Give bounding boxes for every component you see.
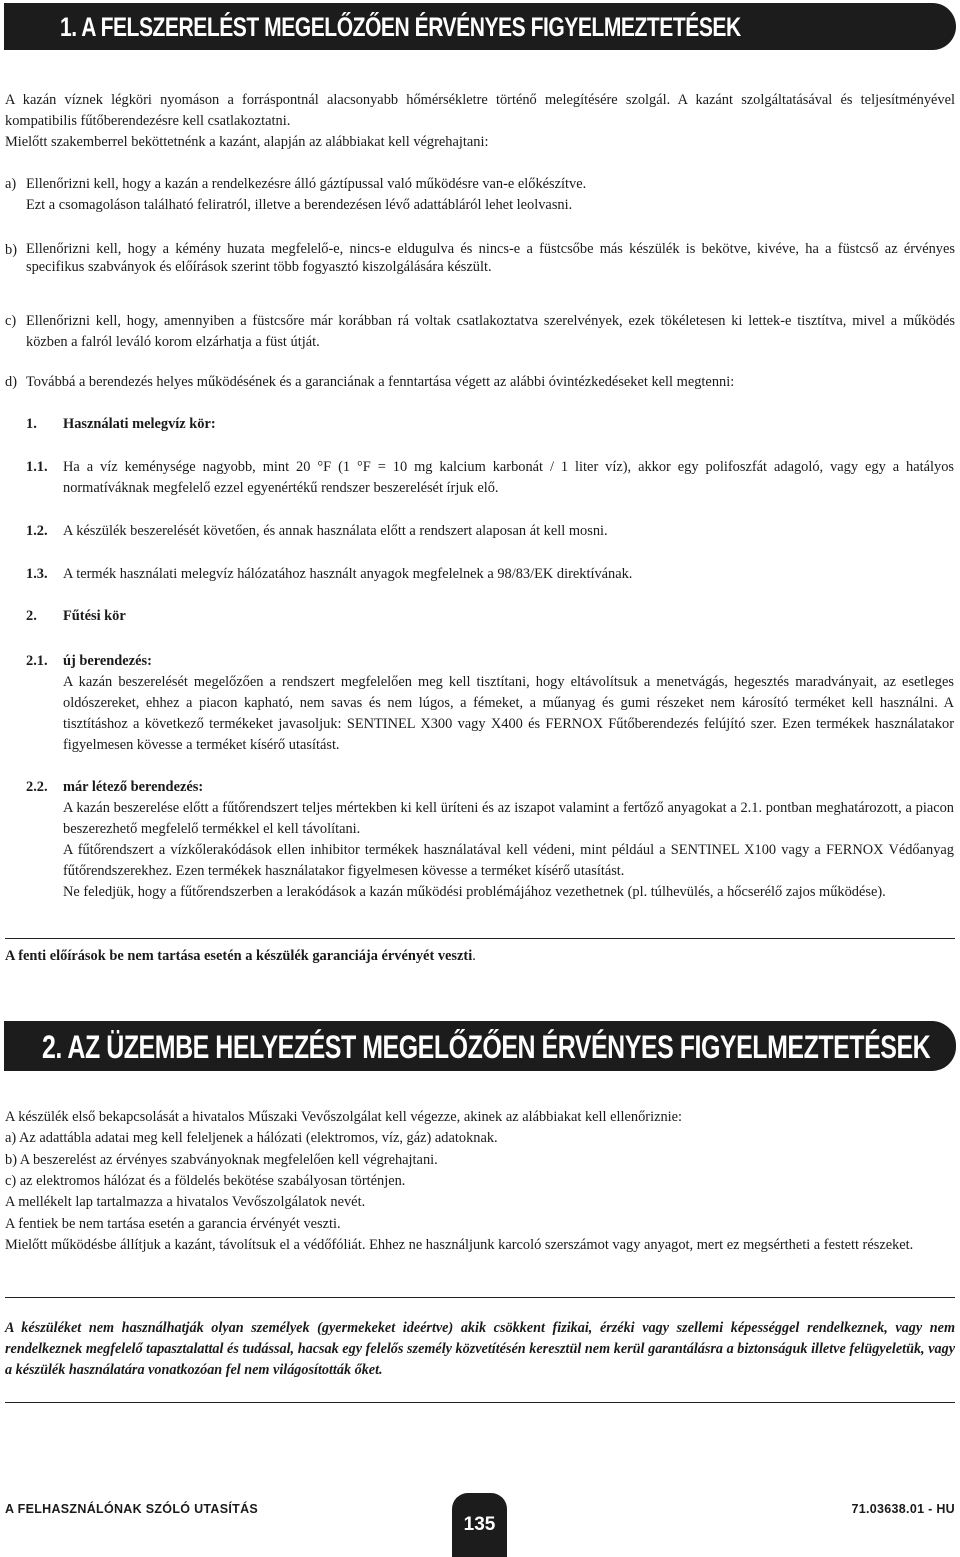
item-2-2-text-1: A kazán beszerelése előtt a fűtőrendszert teljes mértekben ki kell üríteni és az iszapot valamint a fertőző anyagokat a 2.1. pontban meghatározott, a piacon beszerezhető megfelelő termékkel el kell távolítani. [63, 800, 954, 837]
heading-1-text: Használati melegvíz kör: [63, 416, 216, 432]
intro-instruction: Mielőtt szakemberrel beköttetnénk a kazánt, alapján az alábbiakat kell végrehajtani: [5, 134, 489, 150]
item-d-text: Továbbá a berendezés helyes működésének és a garanciának a fenntartása végett az alábbi óvintézkedéseket kell megtenni: [26, 374, 735, 390]
warning-divider [5, 938, 955, 939]
section-2-line-3: b) A beszerelést az érvényes szabványoknak megfelelően kell végrehajtani. [5, 1152, 438, 1168]
item-2-2-text-2: A fűtőrendszert a vízkőlerakódások ellen inhibitor termékek használatával kell védeni, mint például a SENTINEL X100 vagy a FERNOX Védőanyag fűtőrendszerekhez. Ezen termékek használatakor figyelmesen kövesse a terméket kísérő utasítást. [63, 842, 954, 879]
item-1-1-number: 1.1. [26, 459, 48, 475]
item-2-1-number: 2.1. [26, 653, 48, 669]
section-2-line-1: A készülék első bekapcsolását a hivatalos Műszaki Vevőszolgálat kell végezze, akinek az alábbiakat kell ellenőriznie: [5, 1109, 683, 1125]
item-d-label: d) [5, 374, 17, 390]
heading-2-text: Fűtési kör [63, 608, 126, 624]
item-1-3-text: A termék használati melegvíz hálózatához használt anyagok megfelelnek a 98/83/EK direktívának. [63, 566, 633, 582]
item-2-2-heading: már létező berendezés: [63, 779, 204, 795]
item-1-1-text: Ha a víz keménysége nagyobb, mint 20 °F (1 °F = 10 mg kalcium karbonát / 1 liter víz), akkor egy polifoszfát adagoló, vagy egy a hatályos normatíváknak megfelelő ezzel egyenértékű rendszer beszerelését írjuk elő. [63, 459, 954, 496]
item-a-text-1: Ellenőrizni kell, hogy a kazán a rendelkezésre álló gáztípussal való működésre van-e előkészítve. [26, 176, 587, 192]
section-2-line-5: A mellékelt lap tartalmazza a hivatalos Vevőszolgálatok nevét. [5, 1194, 366, 1210]
safety-divider-top [5, 1297, 955, 1298]
item-1-2-number: 1.2. [26, 523, 48, 539]
item-c-text: Ellenőrizni kell, hogy, amennyiben a füstcsőre már korábban rá voltak csatlakoztatva szerelvények, ezek tökéletesen ki lettek-e tisztítva, mivel a működés közben a falról leváló korom elzárhatja a füst útját. [26, 313, 955, 350]
section-2-line-2: a) Az adattábla adatai meg kell feleljenek a hálózati (elektromos, víz, gáz) adatoknak. [5, 1130, 498, 1146]
item-a-label: a) [5, 176, 17, 192]
item-2-2-number: 2.2. [26, 779, 48, 795]
heading-2-number: 2. [26, 608, 37, 624]
section-1-banner [4, 3, 956, 50]
item-b-label: b) [5, 242, 17, 258]
item-b-text: Ellenőrizni kell, hogy a kémény huzata megfelelő-e, nincs-e eldugulva és nincs-e a füstcsőbe más készülék is bekötve, kivéve, ha a füstcső az érvényes specifikus szabványok és előírások szerint több fogyasztó kiszolgálására készült. [26, 241, 955, 275]
section-2-line-4: c) az elektromos hálózat és a földelés bekötése szabályosan történjen. [5, 1173, 406, 1189]
footer-document-code: 71.03638.01 - HU [851, 1502, 955, 1516]
heading-1-number: 1. [26, 416, 37, 432]
page-number: 135 [463, 1514, 496, 1535]
safety-note: A készüléket nem használhatják olyan személyek (gyermekeket ideértve) akik csökkent fizikai, érzéki vagy szellemi képességgel rendelkeznek, vagy nem rendelkeznek megfelelő tapasztalattal és tudással, hacsak egy felelős személy közvetítésén keresztül nem kerül garantálásra a biztonságuk illetve felügyeletük, vagy a készülék használatára vonatkozóan fel nem világosították őket. [5, 1320, 955, 1378]
warning-tail: . [472, 948, 476, 964]
item-2-1-text: A kazán beszerelését megelőzően a rendszert megfelelően meg kell tisztítani, hogy eltávolítsuk a menetvágás, hegesztés maradványait, az esetleges oldószereket, ehhez a piacon kapható, nem savas és nem lúgos, a fémeket, a műanyag és gumi részeket nem károsító terméket kell használni. A tisztításhoz a következő termékeket javasoljuk: SENTINEL X300 vagy X400 és FERNOX Fűtőberendezés felújító szer. Ezen termékek használatakor figyelmesen kövesse a terméket kísérő utasítást. [63, 674, 954, 753]
item-c-label: c) [5, 313, 17, 329]
item-1-2-text: A készülék beszerelését követően, és annak használata előtt a rendszert alaposan át kell mosni. [63, 523, 608, 539]
item-2-2-text-3: Ne feledjük, hogy a fűtőrendszerben a lerakódások a kazán működési problémájához vezethetnek (pl. túlhevülés, a hőcserélő zajos működése). [63, 884, 886, 900]
section-2-line-6: A fentiek be nem tartása esetén a garancia érvényét veszti. [5, 1216, 341, 1232]
item-2-1-heading: új berendezés: [63, 653, 152, 669]
footer-left-title: A FELHASZNÁLÓNAK SZÓLÓ UTASÍTÁS [5, 1502, 259, 1516]
intro-paragraph: A kazán víznek légköri nyomáson a forráspontnál alacsonyabb hőmérsékletre történő melegítésére szolgál. A kazánt szolgáltatásával és teljesítményével kompatibilis fűtőberendezésre kell csatlakoztatni. [5, 92, 955, 129]
safety-divider-bottom [5, 1402, 955, 1403]
section-2-line-7: Mielőtt működésbe állítjuk a kazánt, távolítsuk el a védőfóliát. Ehhez ne használjunk karcoló szerszámot vagy anyagot, mert ez megsértheti a festett részeket. [5, 1237, 914, 1253]
section-1-title: 1. A FELSZERELÉST MEGELŐZŐEN ÉRVÉNYES FIGYELMEZTETÉSEK [60, 12, 741, 42]
warning-text [5, 946, 955, 967]
section-2-title: 2. AZ ÜZEMBE HELYEZÉST MEGELŐZŐEN ÉRVÉNYES FIGYELMEZTETÉSEK [42, 1029, 931, 1065]
item-a-text-2: Ezt a csomagoláson található feliratról, illetve a berendezésen lévő adattábláról lehet leolvasni. [26, 197, 573, 213]
item-1-3-number: 1.3. [26, 566, 48, 582]
section-2-banner [4, 1021, 956, 1071]
warning-bold: A fenti előírások be nem tartása esetén a készülék garanciája érvényét veszti [5, 948, 473, 964]
